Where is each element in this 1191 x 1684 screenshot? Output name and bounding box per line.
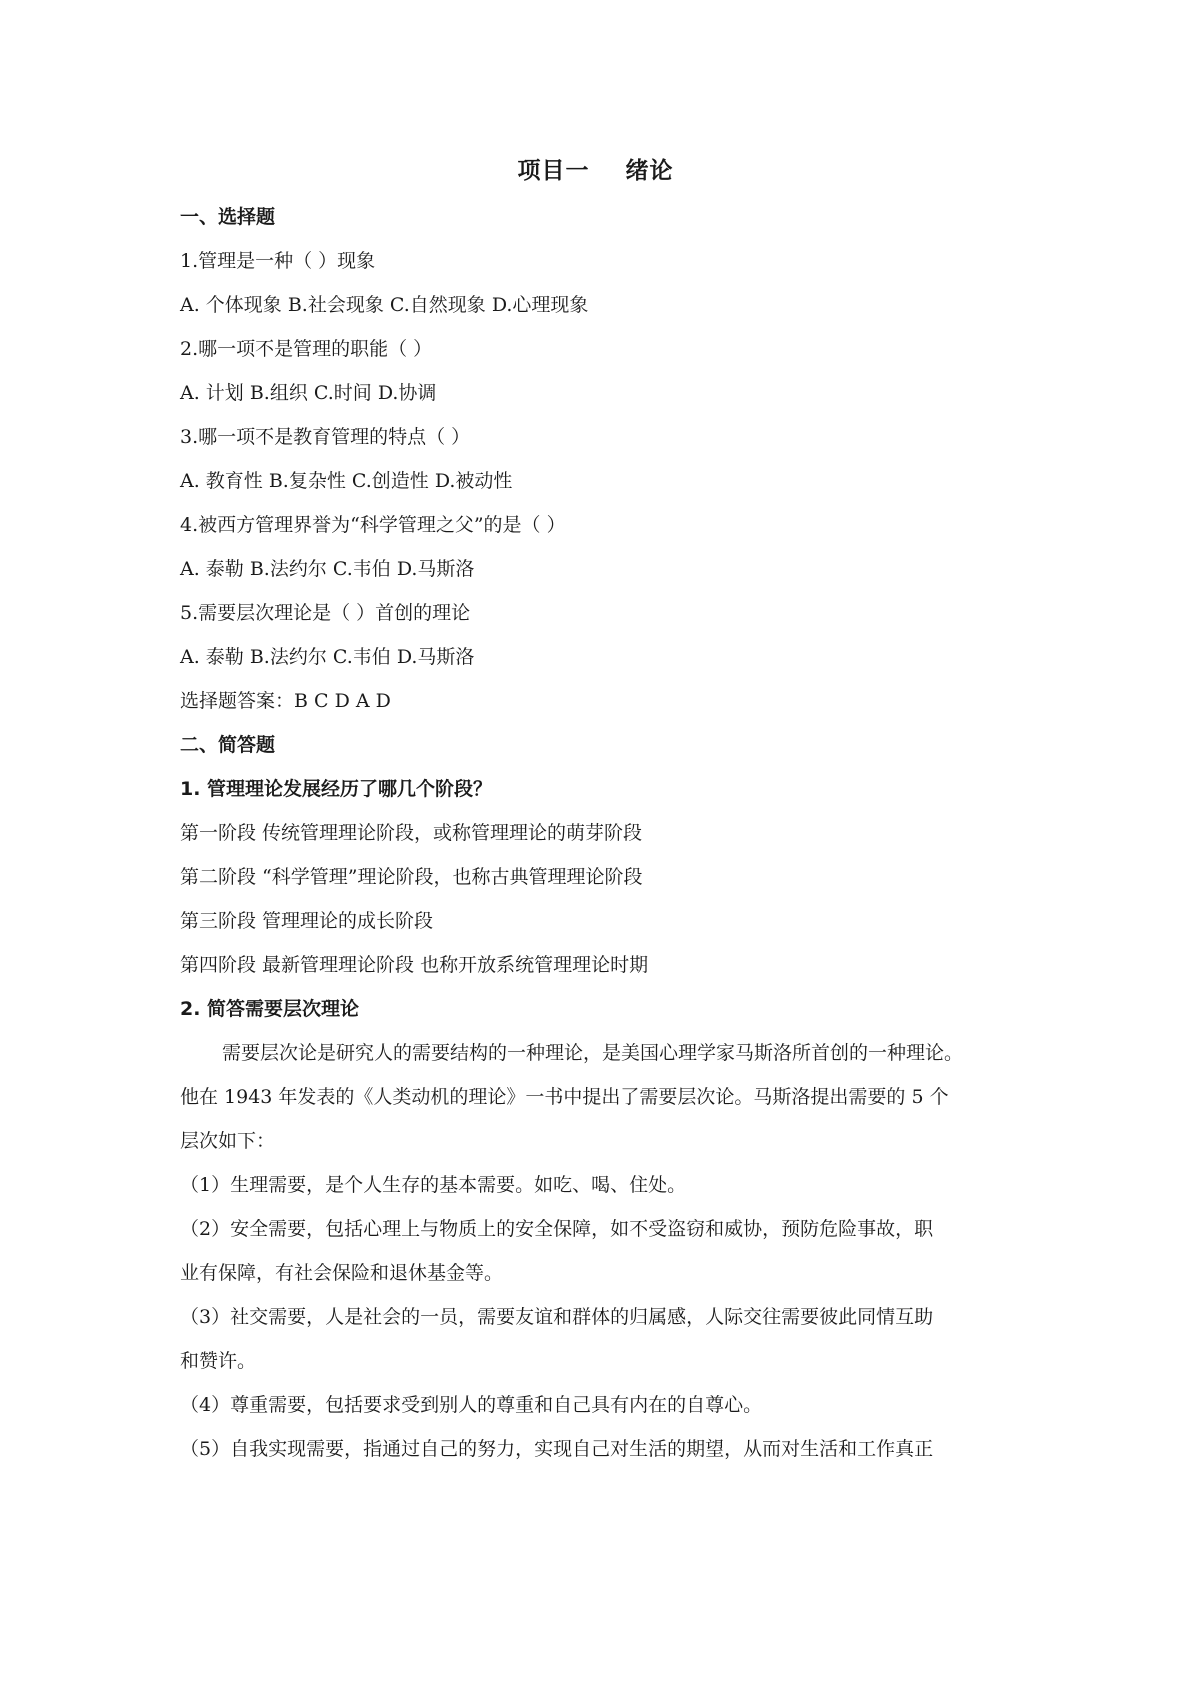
section-2-heading: 二、简答题 xyxy=(180,734,276,756)
paragraph-line-2: 他在 1943 年发表的《人类动机的理论》一书中提出了需要层次论。马斯洛提出需要的 5 个 xyxy=(180,1086,949,1108)
page-title xyxy=(0,152,1191,185)
options-1: A. 个体现象 B.社会现象 C.自然现象 D.心理现象 xyxy=(180,294,589,316)
need-item-5-line-1: （5）自我实现需要，指通过自己的努力，实现自己对生活的期望，从而对生活和工作真正 xyxy=(180,1438,934,1460)
stage-1: 第一阶段 传统管理理论阶段，或称管理理论的萌芽阶段 xyxy=(180,822,643,844)
question-1: 1.管理是一种（ ）现象 xyxy=(180,250,376,272)
stage-3: 第三阶段 管理理论的成长阶段 xyxy=(180,910,434,932)
paragraph-line-1: 需要层次论是研究人的需要结构的一种理论，是美国心理学家马斯洛所首创的一种理论。 xyxy=(222,1042,964,1064)
title-part-1: 项目一 xyxy=(517,158,590,184)
need-item-1: （1）生理需要，是个人生存的基本需要。如吃、喝、住处。 xyxy=(180,1174,687,1196)
options-2: A. 计划 B.组织 C.时间 D.协调 xyxy=(180,382,437,404)
need-item-2-line-1: （2）安全需要，包括心理上与物质上的安全保障，如不受盗窃和威协，预防危险事故，职 xyxy=(180,1218,934,1240)
question-3: 3.哪一项不是教育管理的特点（ ） xyxy=(180,426,471,448)
question-5: 5.需要层次理论是（ ）首创的理论 xyxy=(180,602,471,624)
paragraph-line-3: 层次如下： xyxy=(180,1130,276,1152)
section-1-heading: 一、选择题 xyxy=(180,206,276,228)
question-2: 2.哪一项不是管理的职能（ ） xyxy=(180,338,433,360)
options-3: A. 教育性 B.复杂性 C.创造性 D.被动性 xyxy=(180,470,513,492)
need-item-4: （4）尊重需要，包括要求受到别人的尊重和自己具有内在的自尊心。 xyxy=(180,1394,763,1416)
title-part-2: 绪论 xyxy=(625,158,674,184)
need-item-3-line-2: 和赞许。 xyxy=(180,1350,257,1372)
stage-2: 第二阶段 “科学管理”理论阶段，也称古典管理理论阶段 xyxy=(180,866,643,888)
need-item-3-line-1: （3）社交需要，人是社会的一员，需要友谊和群体的归属感，人际交往需要彼此同情互助 xyxy=(180,1306,934,1328)
options-5: A. 泰勒 B.法约尔 C.韦伯 D.马斯洛 xyxy=(180,646,475,668)
stage-4: 第四阶段 最新管理理论阶段 也称开放系统管理理论时期 xyxy=(180,954,649,976)
need-item-2-line-2: 业有保障，有社会保险和退休基金等。 xyxy=(180,1262,504,1284)
short-question-1: 1. 管理理论发展经历了哪几个阶段？ xyxy=(180,778,493,800)
choice-answers: 选择题答案：B C D A D xyxy=(180,690,391,712)
short-question-2: 2. 简答需要层次理论 xyxy=(180,998,360,1020)
options-4: A. 泰勒 B.法约尔 C.韦伯 D.马斯洛 xyxy=(180,558,475,580)
question-4: 4.被西方管理界誉为“科学管理之父”的是（ ） xyxy=(180,514,566,536)
